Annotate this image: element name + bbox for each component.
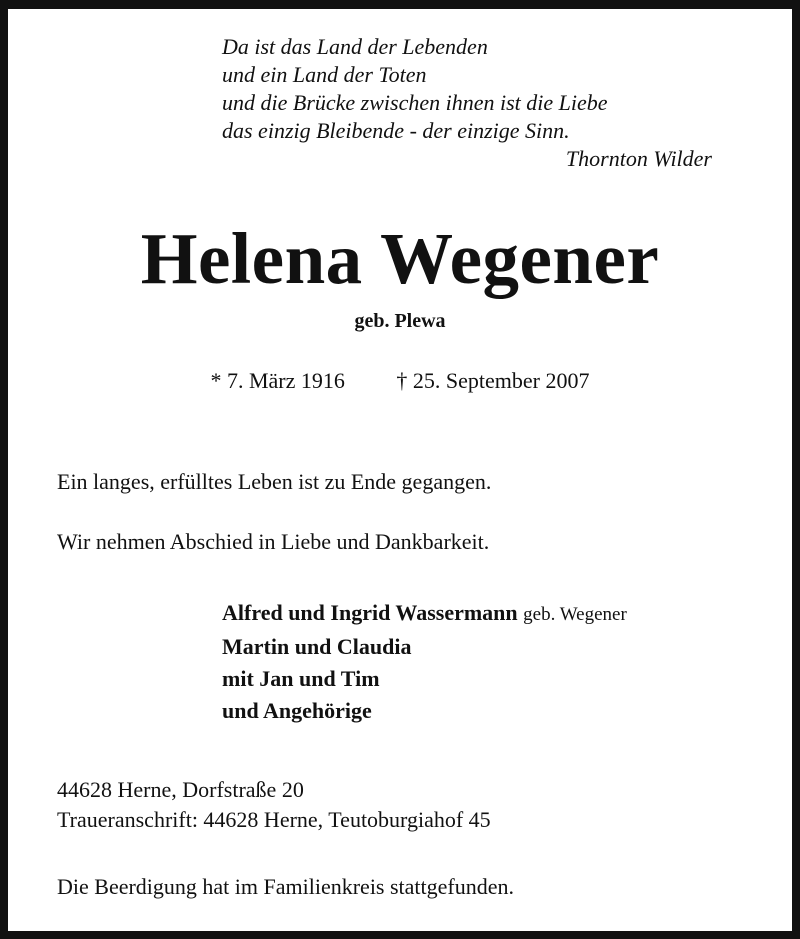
maiden-name: geb. Plewa [354, 310, 446, 332]
mourner-name: mit Jan und Tim [222, 666, 380, 691]
mourner-name-text: Alfred und Ingrid Wassermann [222, 600, 518, 625]
mourner-name: Martin und Claudia [222, 634, 412, 659]
funeral-note: Die Beerdigung hat im Familienkreis stattgefunden. [57, 874, 515, 899]
poem-block [222, 33, 722, 173]
mourning-address: Traueranschrift: 44628 Herne, Teutoburgiahof 45 [57, 807, 491, 832]
farewell-line-2: Wir nehmen Abschied in Liebe und Dankbarkeit. [57, 529, 490, 554]
mourner-maiden-note: geb. Wegener [523, 604, 627, 625]
farewell-line-1: Ein langes, erfülltes Leben ist zu Ende gegangen. [57, 469, 492, 494]
mourners-block [222, 597, 627, 727]
birth-date: * 7. März 1916 [210, 368, 345, 393]
life-dates [0, 366, 800, 396]
poem-line: das einzig Bleibende - der einzige Sinn. [222, 118, 570, 143]
mourner-name [222, 597, 627, 631]
home-address: 44628 Herne, Dorfstraße 20 [57, 777, 304, 802]
poem-author: Thornton Wilder [565, 146, 712, 171]
poem-line: Da ist das Land der Lebenden [222, 34, 488, 59]
deceased-name: Helena Wegener [140, 218, 660, 299]
death-date: † 25. September 2007 [396, 368, 590, 393]
poem-line: und ein Land der Toten [222, 62, 427, 87]
address-block [57, 775, 491, 835]
poem-line: und die Brücke zwischen ihnen ist die Liebe [222, 90, 608, 115]
mourner-name: und Angehörige [222, 698, 372, 723]
